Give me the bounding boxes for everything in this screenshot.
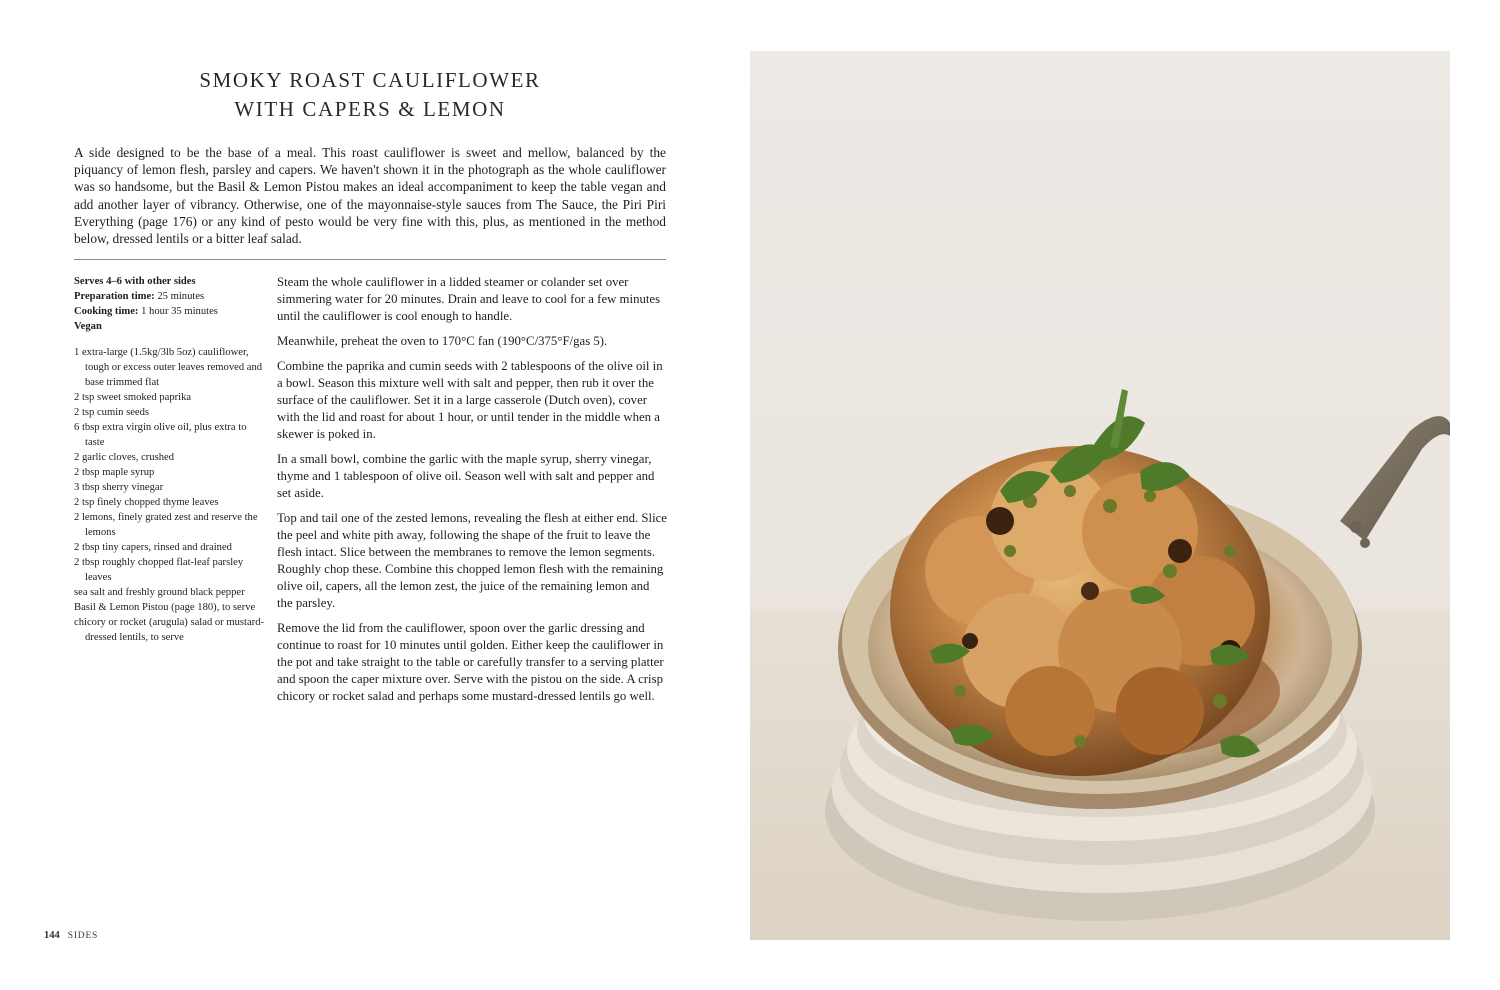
method-step: Meanwhile, preheat the oven to 170°C fan (190°C/375°F/gas 5). [277,334,608,348]
prep-time-value: 25 minutes [157,291,205,302]
method-step: Remove the lid from the cauliflower, spoon over the garlic dressing and continue to roast for 10 minutes until golden. Either keep the cauliflower in the pot and take straight to the table or carefully transfer to a serving platter and spoon the caper mixture over. Serve with the pistou on the side. A crisp chicory or rocket salad and perhaps some mustard-dressed lentils go well. [277,621,664,703]
ingredient-item: sea salt and freshly ground black pepper [74,587,245,598]
cook-time-line [74,304,264,319]
ingredient-item: 2 tbsp tiny capers, rinsed and drained [74,542,232,553]
ingredient-item: 2 tsp sweet smoked paprika [74,392,192,403]
roasted-cauliflower [890,446,1270,776]
ingredient-list [74,345,266,645]
diet-line: Vegan [74,321,102,332]
section-divider [74,259,666,260]
ingredient-item: 1 extra-large (1.5kg/3lb 5oz) cauliflower, tough or excess outer leaves removed and base trimmed flat [74,347,263,388]
page-footer [44,930,98,941]
cook-time-value: 1 hour 35 minutes [141,306,218,317]
serves-line: Serves 4–6 with other sides [74,276,196,287]
recipe-title-line-1: SMOKY ROAST CAULIFLOWER [199,68,541,92]
ingredient-item: Basil & Lemon Pistou (page 180), to serve [74,602,256,613]
page-number: 144 [44,930,60,941]
ingredient-item: 3 tbsp sherry vinegar [74,482,164,493]
ingredient-item: chicory or rocket (arugula) salad or mustard-dressed lentils, to serve [74,617,265,643]
ingredient-item: 6 tbsp extra virgin olive oil, plus extra to taste [74,422,247,448]
method-step: Steam the whole cauliflower in a lidded steamer or colander set over simmering water for 20 minutes. Drain and leave to cool for a few minutes until the cauliflower is cool enough to handle. [277,275,661,323]
ingredient-item: 2 tbsp maple syrup [74,467,155,478]
recipe-title-line-2: WITH CAPERS & LEMON [234,97,506,121]
method-step: In a small bowl, combine the garlic with the maple syrup, sherry vinegar, thyme and 1 tablespoon of olive oil. Season well with salt and pepper and set aside. [277,452,655,500]
ingredient-item: 2 lemons, finely grated zest and reserve the lemons [74,512,258,538]
section-name: SIDES [67,931,99,941]
recipe-page [0,0,740,990]
ingredient-item: 2 garlic cloves, crushed [74,452,175,463]
ingredient-item: 2 tsp cumin seeds [74,407,150,418]
recipe-photo [750,51,1450,940]
recipe-meta [74,274,264,334]
ingredient-item: 2 tbsp roughly chopped flat-leaf parsley leaves [74,557,244,583]
method-step: Top and tail one of the zested lemons, revealing the flesh at either end. Slice the peel and white pith away, following the shape of the fruit to leave the flesh intact. Slice between the membranes to remove the lemon segments. Roughly chop these. Combine this chopped lemon flesh with the remaining olive oil, capers, all the lemon zest, the juice of the remaining lemon and the parsley. [277,511,667,610]
cauliflower-illustration [750,51,1450,940]
ingredient-item: 2 tsp finely chopped thyme leaves [74,497,219,508]
cook-time-label: Cooking time: [74,306,139,317]
recipe-intro: A side designed to be the base of a meal. This roast cauliflower is sweet and mellow, balanced by the piquancy of lemon flesh, parsley and capers. We haven't shown it in the photograph as the whole cauliflower was so handsome, but the Basil & Lemon Pistou makes an ideal accompaniment to keep the table vegan and add another layer of vibrancy. Otherwise, one of the mayonnaise-style sauces from The Sauce, the Piri Piri Everything (page 176) or any kind of pesto would be very fine with this, plus, as mentioned in the method below, dressed lentils or a bitter leaf salad. [74,145,666,247]
method-steps [277,274,667,713]
prep-time-line [74,289,264,304]
method-step: Combine the paprika and cumin seeds with 2 tablespoons of the olive oil in a bowl. Season this mixture well with salt and pepper, then rub it over the surface of the cauliflower. Set it in a large casserole (Dutch oven), cover with the lid and roast for about 1 hour, or until tender in the middle when a skewer is poked in. [277,359,663,441]
recipe-title [74,66,666,124]
prep-time-label: Preparation time: [74,291,155,302]
